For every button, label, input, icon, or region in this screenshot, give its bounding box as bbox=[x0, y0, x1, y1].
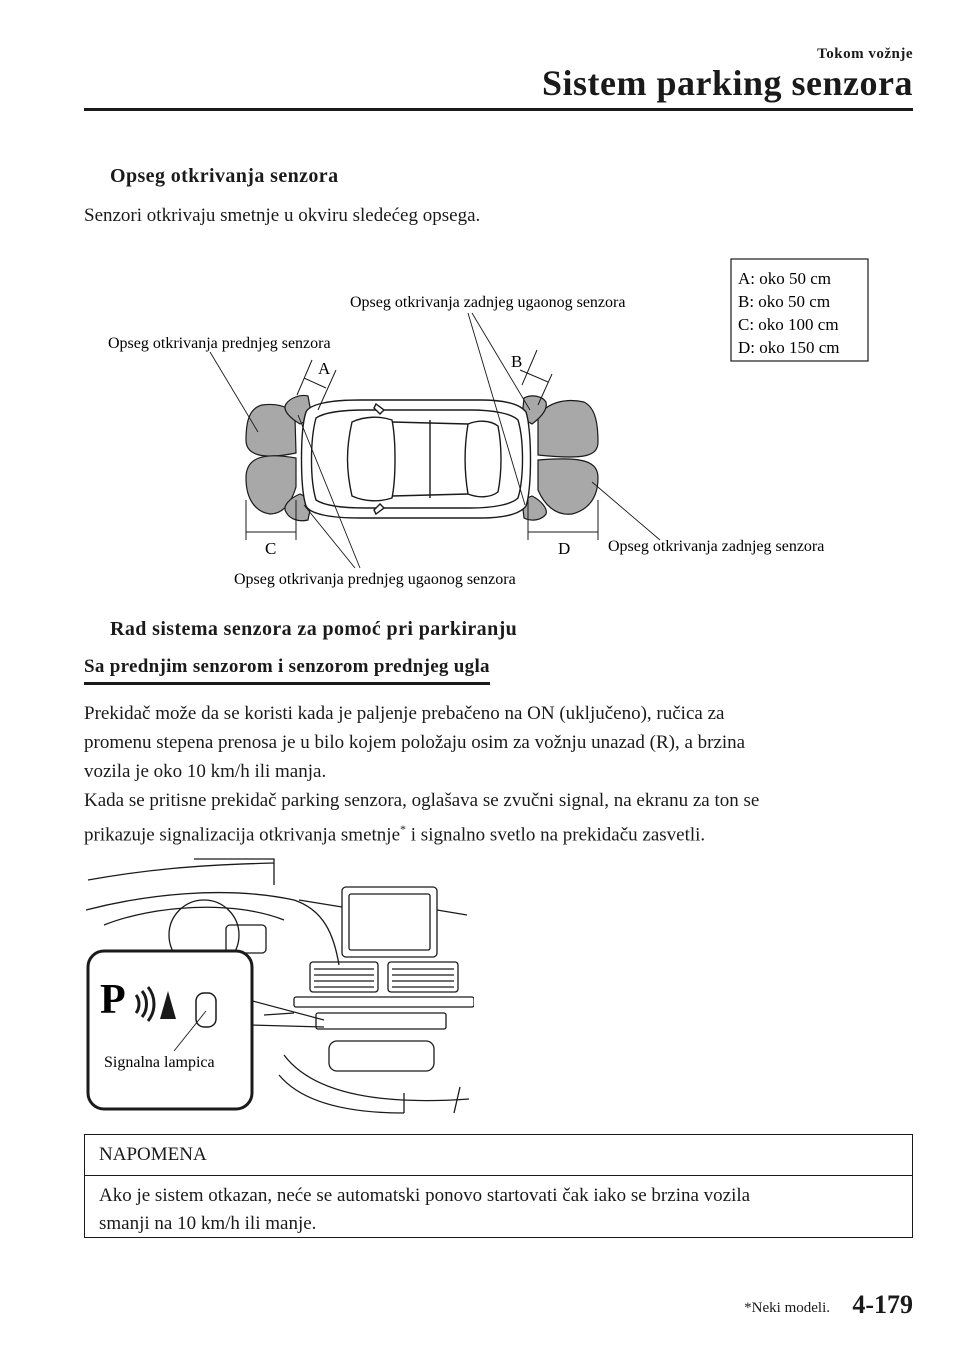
detection-heading: Opseg otkrivanja senzora bbox=[110, 165, 339, 187]
parking-p-icon: P bbox=[100, 977, 126, 1023]
letter-c: C bbox=[265, 539, 277, 558]
letter-a: A bbox=[318, 359, 331, 378]
car-top-view bbox=[302, 400, 531, 518]
indicator-lamp bbox=[196, 993, 216, 1027]
footnote: *Neki modeli. bbox=[744, 1300, 830, 1316]
note-line: Ako je sistem otkazan, neće se automatski ponovo startovati čak iako se brzina vozila bbox=[99, 1185, 751, 1206]
legend-item-b: B: oko 50 cm bbox=[738, 292, 831, 311]
dashboard-illustration bbox=[84, 855, 474, 1115]
label-rear-corner: Opseg otkrivanja zadnjeg ugaonog senzora bbox=[350, 294, 626, 311]
legend-item-c: C: oko 100 cm bbox=[738, 315, 839, 334]
callout-box bbox=[88, 951, 252, 1109]
letter-d: D bbox=[558, 539, 571, 558]
label-front: Opseg otkrivanja prednjeg senzora bbox=[108, 335, 331, 352]
note-box bbox=[84, 1134, 913, 1238]
detection-intro: Senzori otkrivaju smetnje u okviru sledećeg opsega. bbox=[84, 205, 481, 226]
footnote-marker: * bbox=[400, 822, 407, 836]
note-line: smanji na 10 km/h ili manje. bbox=[99, 1213, 317, 1234]
paragraph-line: vozila je oko 10 km/h ili manja. bbox=[84, 761, 327, 782]
paragraph-line: Kada se pritisne prekidač parking senzora, oglašava se zvučni signal, na ekranu za ton se bbox=[84, 790, 760, 811]
label-front-corner: Opseg otkrivanja prednjeg ugaonog senzora bbox=[234, 571, 516, 588]
rear-sensor-zones bbox=[522, 396, 598, 520]
operation-heading: Rad sistema senzora za pomoć pri parkiranju bbox=[110, 618, 518, 640]
note-title: NAPOMENA bbox=[85, 1135, 912, 1176]
paragraph-line: prikazuje signalizacija otkrivanja smetnje* i signalno svetlo na prekidaču zasvetli. bbox=[84, 822, 706, 846]
legend-item-d: D: oko 150 cm bbox=[738, 338, 840, 357]
operation-paragraph-1 bbox=[84, 699, 924, 849]
paragraph-line: Prekidač može da se koristi kada je paljenje prebačeno na ON (uključeno), ručica za bbox=[84, 703, 725, 724]
page-number: 4-179 bbox=[852, 1290, 913, 1319]
label-rear: Opseg otkrivanja zadnjeg senzora bbox=[608, 538, 825, 555]
letter-b: B bbox=[511, 352, 523, 371]
page-title: Sistem parking senzora bbox=[542, 63, 913, 103]
legend-item-a: A: oko 50 cm bbox=[738, 269, 832, 288]
paragraph-line: promenu stepena prenosa je u bilo kojem položaju osim za vožnju unazad (R), a brzina bbox=[84, 732, 746, 753]
signal-lamp-label: Signalna lampica bbox=[104, 1054, 215, 1071]
section-header: Tokom vožnje bbox=[817, 46, 913, 62]
note-body bbox=[85, 1176, 912, 1244]
sensor-range-diagram bbox=[0, 250, 960, 595]
operation-subheading: Sa prednjim senzorom i senzorom prednjeg ugla bbox=[84, 656, 490, 685]
header-rule bbox=[84, 108, 913, 111]
